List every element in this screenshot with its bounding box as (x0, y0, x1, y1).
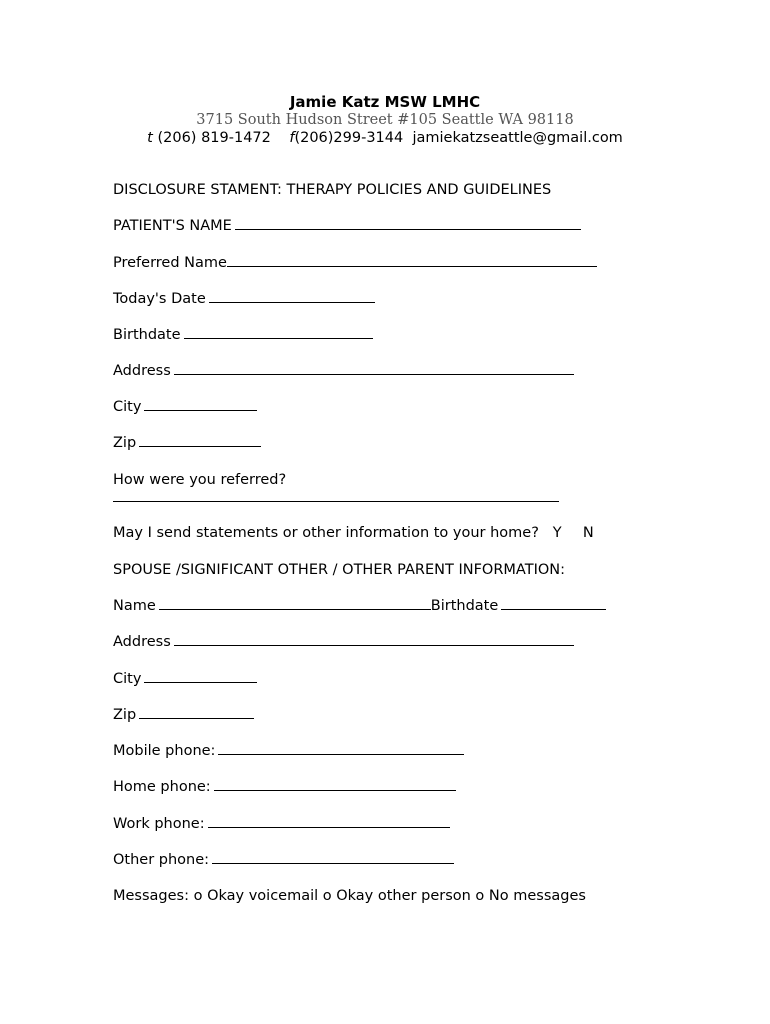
practice-address: 3715 South Hudson Street #105 Seattle WA 98118 (196, 112, 574, 128)
spouse-address-row (113, 633, 574, 651)
work-phone-label: Work phone: (113, 816, 205, 832)
todays-date-field[interactable] (209, 290, 375, 303)
mobile-phone-field[interactable] (218, 742, 464, 755)
spouse-zip-label: Zip (113, 707, 137, 723)
spouse-address-field[interactable] (174, 633, 574, 646)
spouse-address-label: Address (113, 634, 171, 650)
fax-prefix: f (289, 130, 295, 146)
other-phone-label: Other phone: (113, 852, 210, 868)
address-label: Address (113, 363, 171, 379)
spouse-zip-row (113, 706, 254, 724)
address-row (113, 362, 574, 380)
statements-row (113, 524, 594, 542)
statements-question: May I send statements or other information to your home? (113, 525, 539, 541)
birthdate-row (113, 326, 373, 344)
contact-line (0, 130, 770, 146)
spouse-city-row (113, 670, 257, 688)
home-phone-field[interactable] (214, 778, 456, 791)
patient-name-row (113, 217, 581, 235)
yes-option[interactable]: Y (552, 525, 562, 541)
spouse-city-field[interactable] (144, 670, 257, 683)
address-field[interactable] (174, 362, 574, 375)
referred-field[interactable] (113, 489, 559, 502)
home-phone-label: Home phone: (113, 779, 211, 795)
spouse-name-row (113, 597, 606, 615)
city-label: City (113, 399, 142, 415)
todays-date-row (113, 290, 375, 308)
todays-date-label: Today's Date (113, 291, 206, 307)
mobile-phone-label: Mobile phone: (113, 743, 216, 759)
spouse-birthdate-label: Birthdate (430, 598, 499, 614)
preferred-name-row (113, 254, 597, 272)
patient-name-label: PATIENT'S NAME (113, 218, 232, 234)
no-option[interactable]: N (582, 525, 594, 541)
zip-row (113, 434, 261, 452)
practitioner-name: Jamie Katz MSW LMHC (289, 93, 481, 111)
referred-label: How were you referred? (113, 472, 287, 488)
work-phone-row (113, 815, 450, 833)
birthdate-field[interactable] (184, 326, 373, 339)
spouse-city-label: City (113, 671, 142, 687)
mobile-phone-row (113, 742, 464, 760)
birthdate-label: Birthdate (113, 327, 181, 343)
email-address: jamiekatzseattle@gmail.com (412, 130, 623, 146)
other-phone-row (113, 851, 454, 869)
phone-prefix: t (147, 130, 153, 146)
fax-number: (206)299-3144 (294, 130, 404, 146)
spouse-birthdate-field[interactable] (501, 597, 606, 610)
spouse-heading: SPOUSE /SIGNIFICANT OTHER / OTHER PARENT INFORMATION: (113, 562, 565, 578)
referred-row (113, 489, 559, 507)
zip-field[interactable] (139, 434, 261, 447)
city-row (113, 398, 257, 416)
home-phone-row (113, 778, 456, 796)
form-title: DISCLOSURE STAMENT: THERAPY POLICIES AND GUIDELINES (113, 182, 552, 198)
spouse-name-label: Name (113, 598, 156, 614)
preferred-name-label: Preferred Name (113, 255, 227, 271)
spouse-zip-field[interactable] (139, 706, 254, 719)
other-phone-field[interactable] (212, 851, 454, 864)
zip-label: Zip (113, 435, 137, 451)
phone-number: (206) 819-1472 (157, 130, 271, 146)
patient-name-field[interactable] (235, 217, 581, 230)
work-phone-field[interactable] (208, 815, 450, 828)
city-field[interactable] (144, 398, 257, 411)
preferred-name-field[interactable] (227, 254, 597, 267)
messages-options: Messages: o Okay voicemail o Okay other person o No messages (113, 888, 586, 904)
spouse-name-field[interactable] (159, 597, 431, 610)
